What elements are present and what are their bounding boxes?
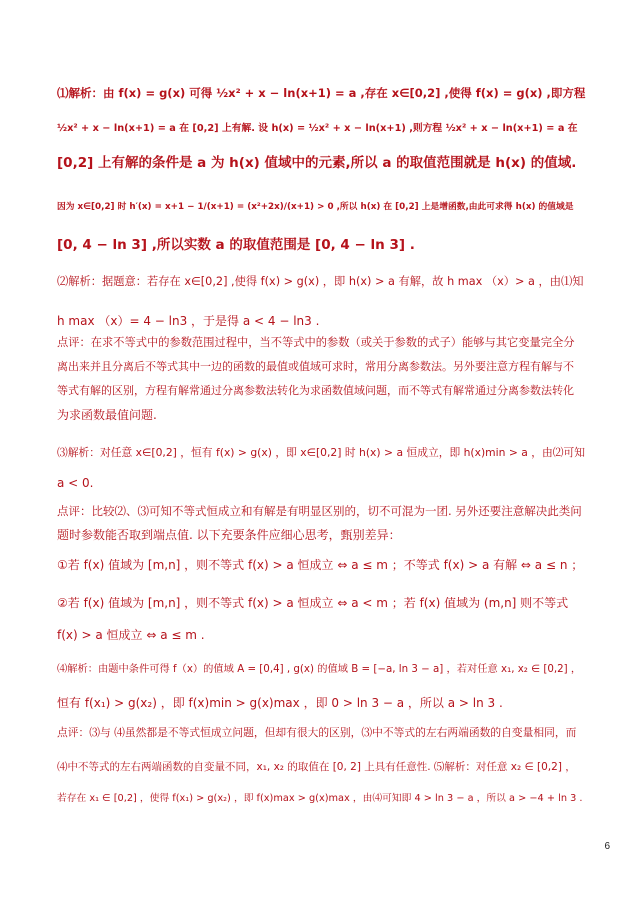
line-1: ⑴解析：由 f(x) = g(x) 可得 ½x² + x − ln(x+1) = a ,存在 x∈[0,2] ,使得 f(x) = g(x) ,即方程 (57, 86, 586, 100)
line-7: h max （x）= 4 − ln3 ，于是得 a < 4 − ln3 . (57, 314, 320, 328)
line-17: ②若 f(x) 值域为 [m,n] ，则不等式 f(x) > a 恒成立 ⇔ a < m ；若 f(x) 值域为 (m,n] 则不等式 (57, 596, 569, 610)
line-20: 恒有 f(x₁) > g(x₂) ，即 f(x)min > g(x)max ，即 0 > ln 3 − a ，所以 a > ln 3 . (57, 696, 503, 710)
line-2: ½x² + x − ln(x+1) = a 在 [0,2] 上有解. 设 h(x) = ½x² + x − ln(x+1) ,则方程 ½x² + x − ln(x+1) = a 在 (57, 123, 578, 134)
line-13: a < 0. (57, 476, 94, 490)
line-10: 等式有解的区别，方程有解常通过分离参数法转化为求函数值域问题，而不等式有解常通过分离参数法转化 (57, 384, 574, 397)
line-14: 点评：比较⑵、⑶可知不等式恒成立和有解是有明显区别的，切不可混为一团. 另外还要注意解决此类问 (57, 504, 582, 518)
line-16: ①若 f(x) 值域为 [m,n] ，则不等式 f(x) > a 恒成立 ⇔ a ≤ m ；不等式 f(x) > a 有解 ⇔ a ≤ n ； (57, 558, 584, 572)
line-9: 离出来并且分离后不等式其中一边的函数的最值或值域可求时，常用分离参数法。另外要注意方程有解与不 (57, 360, 574, 373)
line-23: 若存在 x₁ ∈ [0,2] ，使得 f(x₁) > g(x₂) ，即 f(x)max > g(x)max ，由⑷可知即 4 > ln 3 − a ，所以 a > −4 + ln 3 . (57, 793, 583, 804)
line-5: [0, 4 − ln 3] ,所以实数 a 的取值范围是 [0, 4 − ln 3] . (57, 237, 415, 253)
line-3: [0,2] 上有解的条件是 a 为 h(x) 值域中的元素,所以 a 的取值范围就是 h(x) 的值域. (57, 155, 577, 171)
line-11: 为求函数最值问题. (57, 408, 157, 422)
page-number: 6 (604, 841, 610, 852)
line-12: ⑶解析：对任意 x∈[0,2] ，恒有 f(x) > g(x) ，即 x∈[0,2] 时 h(x) > a 恒成立，即 h(x)min > a ，由⑵可知 (57, 446, 586, 459)
line-22: ⑷中不等式的左右两端函数的自变量不同，x₁, x₂ 的取值在 [0, 2] 上具有任意性. ⑸解析：对任意 x₂ ∈ [0,2] ， (57, 761, 576, 773)
line-8: 点评：在求不等式中的参数范围过程中，当不等式中的参数（或关于参数的式子）能够与其它变量完全分 (57, 336, 575, 349)
line-4: 因为 x∈[0,2] 时 h′(x) = x+1 − 1/(x+1) = (x²+2x)/(x+1) > 0 ,所以 h(x) 在 [0,2] 上是增函数,由此可求得 h(x) 的值域是 (57, 202, 574, 212)
line-6: ⑵解析：据题意：若存在 x∈[0,2] ,使得 f(x) > g(x) ，即 h(x) > a 有解，故 h max （x）> a ，由⑴知 (57, 275, 584, 288)
line-18: f(x) > a 恒成立 ⇔ a ≤ m . (57, 628, 205, 642)
line-15: 题时参数能否取到端点值. 以下充要条件应细心思考，甄别差异： (57, 528, 401, 542)
line-19: ⑷解析：由题中条件可得 f（x）的值域 A = [0,4] , g(x) 的值域 B = [−a, ln 3 − a] ，若对任意 x₁, x₂ ∈ [0,2] ， (57, 663, 582, 675)
line-21: 点评：⑶与 ⑷虽然都是不等式恒成立问题，但却有很大的区别，⑶中不等式的左右两端函数的自变量相同，而 (57, 726, 577, 739)
